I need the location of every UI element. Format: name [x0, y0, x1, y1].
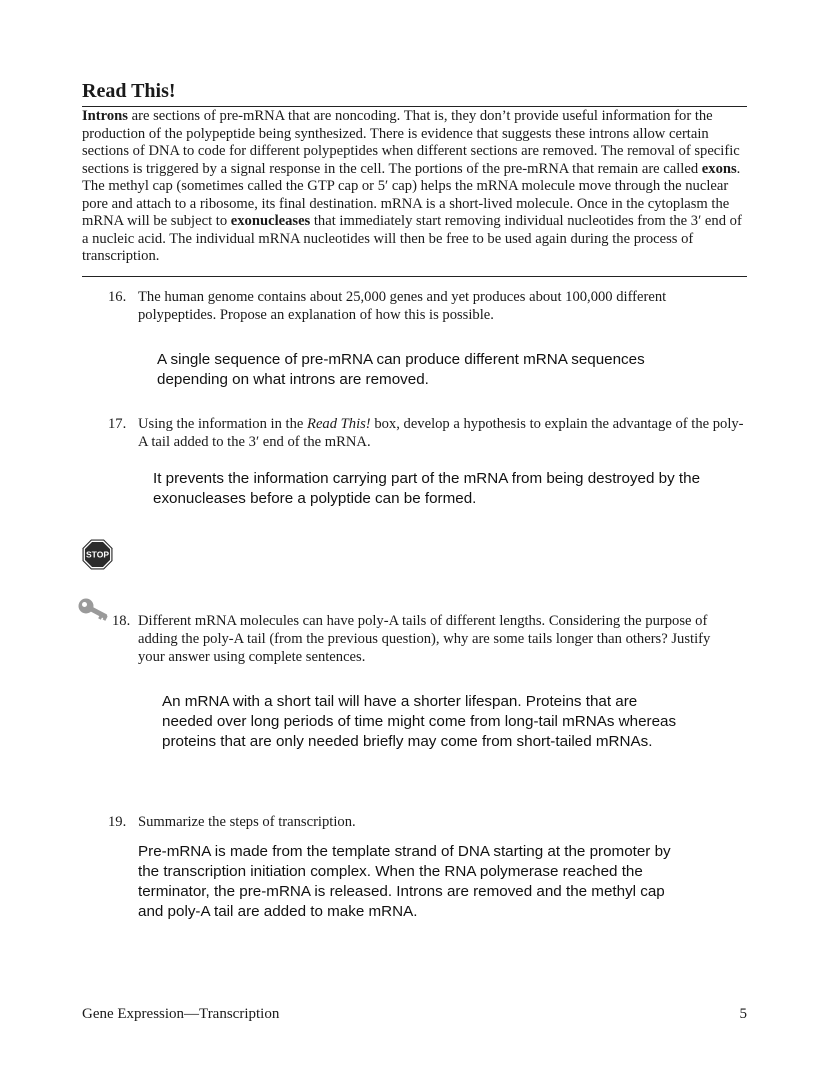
question-text-before: Using the information in the [138, 416, 308, 432]
term-exonucleases: exonucleases [230, 213, 311, 229]
answer-18: An mRNA with a short tail will have a shorter lifespan. Proteins that are needed over long periods of time might come from long-tail mRNAs whereas proteins that are only needed briefly may come from short-tailed mRNAs. [162, 693, 677, 750]
question-18 [112, 612, 738, 666]
read-this-top-rule [82, 106, 747, 107]
footer-title: Gene Expression—Transcription [82, 1006, 280, 1022]
question-19 [108, 813, 738, 831]
page-footer [82, 1006, 747, 1023]
term-introns: Introns [82, 108, 128, 124]
answer-17: It prevents the information carrying part of the mRNA from being destroyed by the exonucleases before a polyptide can be formed. [153, 470, 701, 507]
answer-16: A single sequence of pre-mRNA can produce different mRNA sequences depending on what introns are removed. [157, 351, 645, 388]
read-this-text-1: are sections of pre-mRNA that are noncoding. That is, they don’t provide useful information for the production of the polypeptide being synthesized. There is evidence that suggests these introns allow certain sections of DNA to code for different polypeptides when different sections are removed. The removal of specific sections is triggered by a signal response in the cell. The portions of the pre-mRNA that remain are called [82, 108, 740, 177]
question-text-italic: Read This! [307, 416, 371, 432]
read-this-paragraph [82, 108, 747, 266]
term-exons: exons [701, 160, 737, 177]
question-17 [108, 415, 750, 451]
question-text: The human genome contains about 25,000 genes and yet produces about 100,000 different polypeptides. Propose an explanation of how this is possible. [138, 289, 667, 323]
answer-19: Pre-mRNA is made from the template strand of DNA starting at the promoter by the transcription initiation complex. When the RNA polymerase reached the terminator, the pre-mRNA is released. Introns are removed and the methyl cap and poly-A tail are added to make mRNA. [138, 843, 671, 920]
question-text-after: box, develop a hypothesis to explain the advantage of the poly-A tail added to the 3′ end of the mRNA. [138, 416, 744, 450]
read-this-text-2: . The methyl cap (sometimes called the GTP cap or 5′ cap) helps the mRNA molecule move through the nuclear pore and attach to a ribosome, its final destination. mRNA is a short-lived molecule. Once in the cytoplasm the mRNA will be subject to [82, 160, 741, 229]
question-16 [108, 288, 738, 324]
read-this-bottom-rule [82, 276, 747, 277]
question-number: 16. [108, 289, 127, 305]
page-number: 5 [739, 1006, 747, 1022]
question-number: 18. [112, 613, 131, 629]
question-number: 19. [108, 814, 127, 830]
question-text: Summarize the steps of transcription. [138, 814, 356, 830]
read-this-heading: Read This! [82, 80, 176, 102]
key-icon [77, 597, 113, 625]
stop-sign-icon [82, 539, 113, 570]
stop-sign-label: STOP [86, 549, 109, 560]
question-number: 17. [108, 416, 127, 432]
question-text: Different mRNA molecules can have poly-A tails of different lengths. Considering the purpose of adding the poly-A tail (from the previous question), why are some tails longer than others? Justify your answer using complete sentences. [138, 613, 711, 665]
read-this-text-3: that immediately start removing individual nucleotides from the 3′ end of a nucleic acid. The individual mRNA nucleotides will then be free to be used again during the process of transcription. [82, 213, 742, 264]
